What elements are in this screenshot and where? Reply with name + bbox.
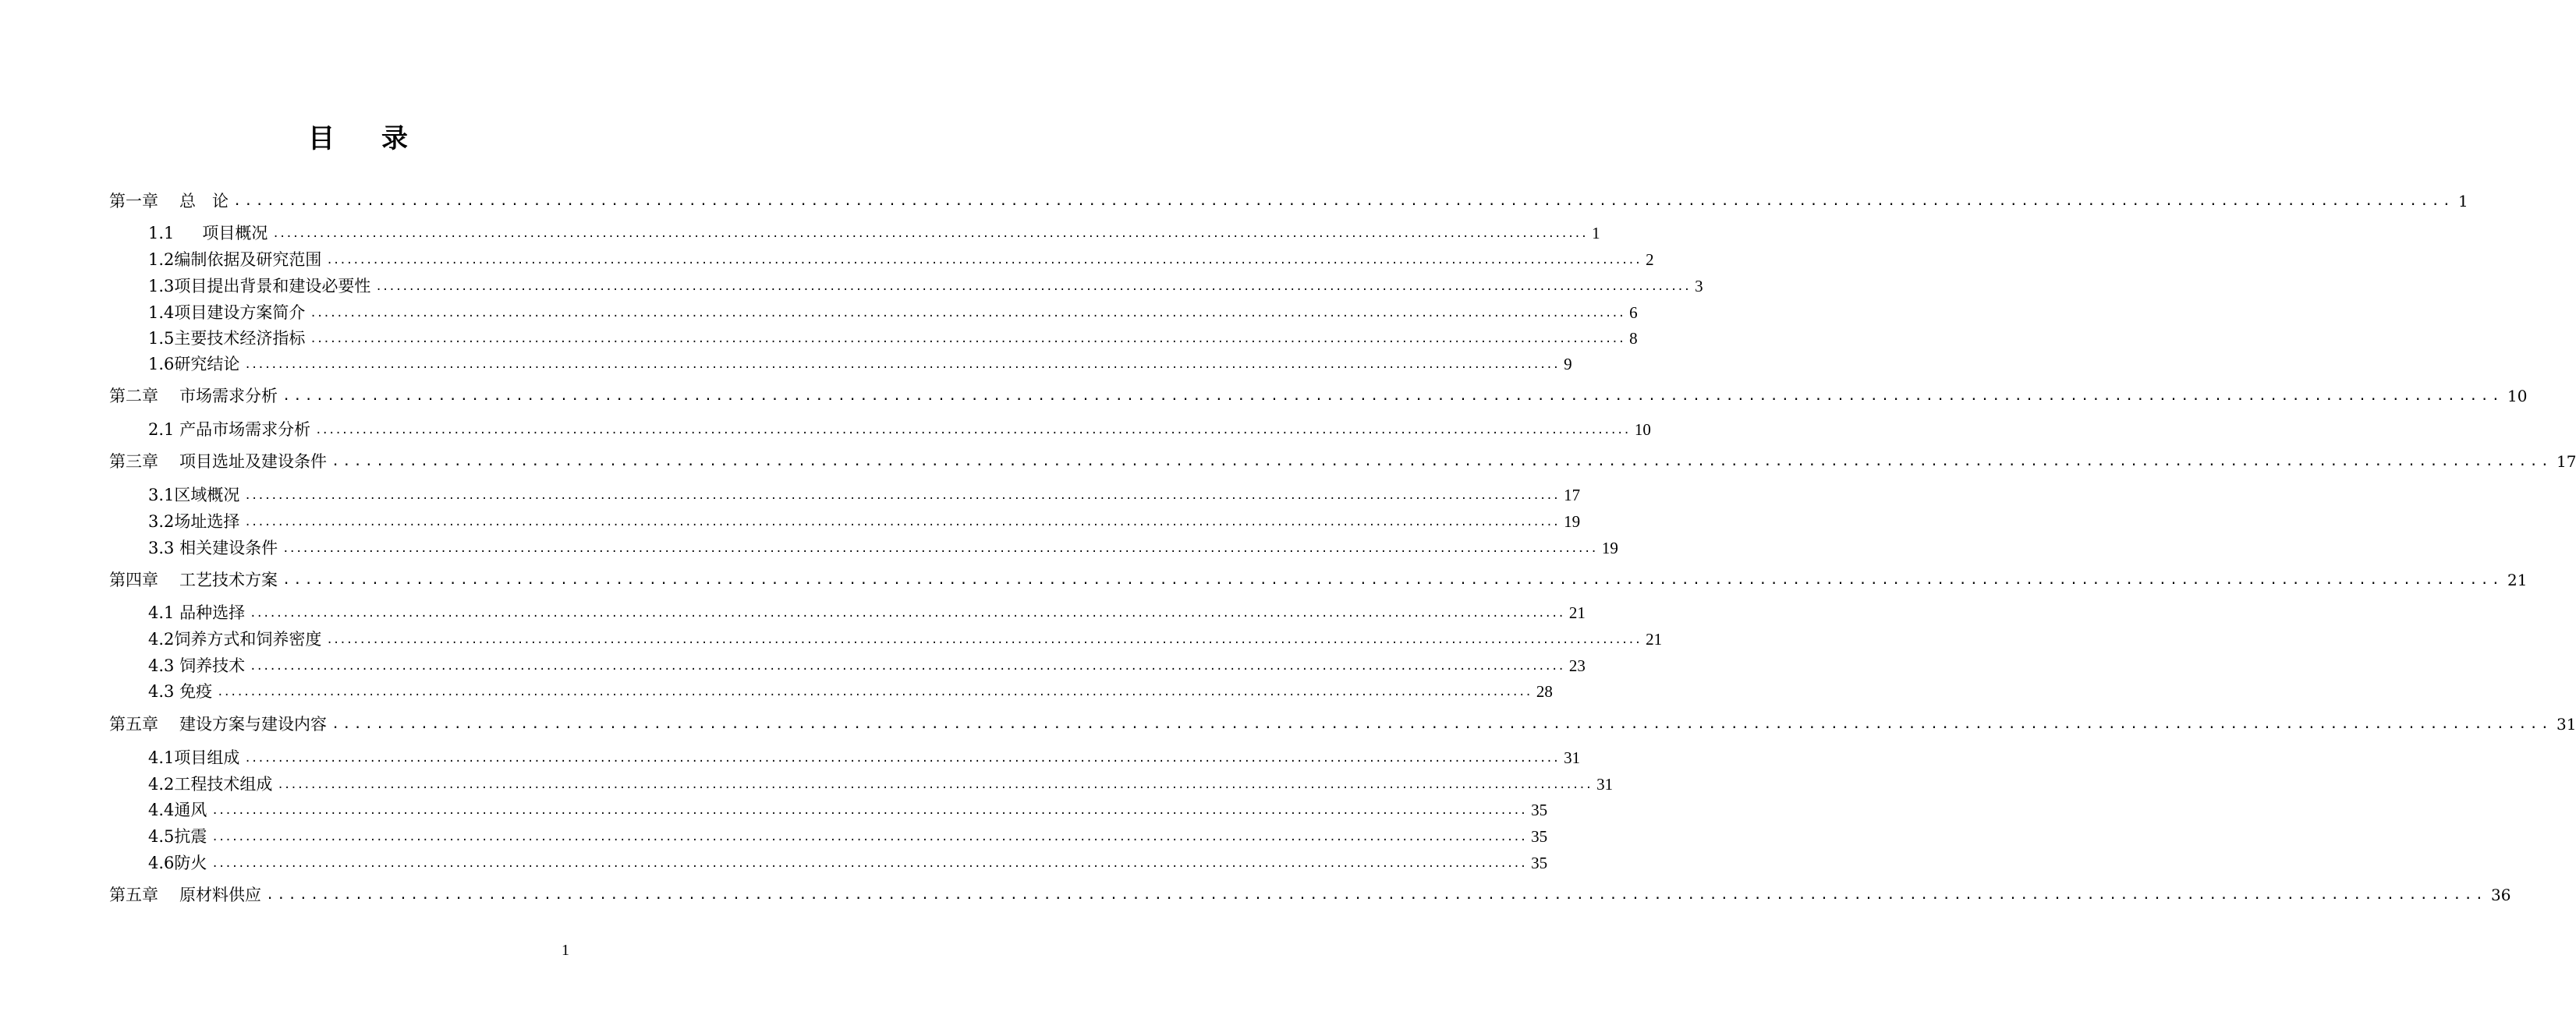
toc-entry-label	[109, 384, 278, 408]
toc-entry-title: 项目概况	[202, 224, 268, 242]
toc-entry-label	[148, 301, 305, 324]
toc-entry-number: 4.3	[148, 682, 175, 701]
toc-entry-number: 4.2	[148, 775, 175, 794]
toc-dot-leader: ........................................................................................................................................................................................................	[277, 779, 1593, 791]
toc-chapter-entry[interactable]	[109, 384, 2528, 408]
toc-entry-title: 工艺技术方案	[179, 571, 278, 589]
toc-dot-leader: ........................................................................................................................................................................................................	[331, 716, 2552, 732]
toc-section-entry[interactable]	[148, 221, 1600, 245]
toc-entry-title: 抗震	[174, 827, 207, 846]
toc-dot-leader: ........................................................................................................................................................................................................	[282, 388, 2503, 404]
toc-dot-leader: ........................................................................................................................................................................................................	[375, 281, 1691, 293]
toc-entry-label	[109, 713, 327, 736]
toc-dot-leader: ........................................................................................................................................................................................................	[315, 424, 1630, 437]
toc-section-entry[interactable]	[148, 327, 1638, 350]
toc-page-number: 2	[1646, 250, 1654, 269]
toc-dot-leader: ........................................................................................................................................................................................................	[217, 686, 1532, 698]
toc-page-number: 35	[1531, 801, 1548, 819]
toc-entry-label	[148, 352, 239, 376]
toc-entry-title: 项目选址及建设条件	[179, 452, 327, 471]
toc-entry-number: 第三章	[109, 452, 158, 471]
toc-section-entry[interactable]	[148, 773, 1614, 796]
toc-section-entry[interactable]	[148, 418, 1651, 441]
toc-dot-leader: ........................................................................................................................................................................................................	[326, 254, 1642, 267]
toc-dot-leader: ........................................................................................................................................................................................................	[250, 660, 1564, 673]
toc-page-number: 17	[1564, 486, 1581, 504]
toc-dot-leader: ........................................................................................................................................................................................................	[250, 607, 1564, 620]
toc-entry-number: 1.5	[148, 329, 175, 348]
toc-entry-title: 饲养技术	[174, 656, 246, 675]
toc-entry-title: 建设方案与建设内容	[179, 715, 327, 734]
toc-entry-number: 4.4	[148, 801, 175, 819]
toc-dot-leader: ........................................................................................................................................................................................................	[211, 858, 1527, 870]
toc-entry-title: 研究结论	[174, 355, 240, 373]
toc-chapter-entry[interactable]	[109, 189, 2468, 213]
toc-entry-label	[148, 248, 321, 271]
toc-section-entry[interactable]	[148, 301, 1638, 324]
toc-section-entry[interactable]	[148, 798, 1548, 822]
toc-section-entry[interactable]	[148, 654, 1586, 677]
toc-section-entry[interactable]	[148, 680, 1553, 703]
toc-entry-label	[148, 274, 370, 298]
toc-entry-number: 第一章	[109, 192, 158, 210]
toc-page-number: 35	[1531, 854, 1548, 872]
toc-entry-number: 4.5	[148, 827, 175, 846]
toc-chapter-entry[interactable]	[109, 713, 2576, 736]
toc-entry-number: 4.1	[148, 603, 175, 622]
toc-dot-leader: ........................................................................................................................................................................................................	[282, 543, 1597, 555]
toc-entry-number: 3.1	[148, 486, 175, 504]
toc-entry-number: 4.1	[148, 748, 175, 767]
toc-page-number: 1	[2457, 192, 2468, 210]
toc-entry-number: 4.6	[148, 854, 175, 872]
toc-entry-label	[148, 628, 321, 651]
toc-entry-label	[109, 189, 229, 213]
toc-entry-number: 4.2	[148, 630, 175, 649]
toc-dot-leader: ........................................................................................................................................................................................................	[211, 805, 1527, 817]
toc-entry-label	[109, 450, 327, 473]
toc-page-number: 28	[1536, 682, 1553, 701]
toc-entry-number: 1.6	[148, 355, 175, 373]
toc-entry-title: 项目建设方案简介	[174, 303, 306, 322]
toc-entry-label	[109, 883, 261, 907]
toc-entry-title: 主要技术经济指标	[174, 329, 306, 348]
toc-page-number: 10	[1634, 420, 1651, 439]
toc-entry-label	[148, 536, 278, 560]
toc-entry-title: 饲养方式和饲养密度	[174, 630, 322, 649]
toc-page-number: 1	[1592, 224, 1600, 242]
toc-entry-title: 品种选择	[174, 603, 246, 622]
toc-dot-leader: ........................................................................................................................................................................................................	[326, 634, 1642, 646]
toc-dot-leader: ........................................................................................................................................................................................................	[282, 572, 2503, 588]
toc-entry-title: 编制依据及研究范围	[174, 250, 322, 269]
toc-entry-label	[148, 418, 310, 441]
toc-page-number: 21	[2507, 571, 2528, 589]
toc-chapter-entry[interactable]	[109, 450, 2576, 473]
title-char-1: 目	[308, 123, 336, 154]
toc-entry-title: 防火	[174, 854, 207, 872]
toc-entry-title: 项目提出背景和建设必要性	[174, 277, 371, 295]
toc-entry-number: 2.1	[148, 420, 175, 439]
toc-dot-leader: ........................................................................................................................................................................................................	[211, 831, 1527, 843]
toc-entry-title: 免疫	[174, 682, 213, 701]
toc-entry-label	[148, 510, 239, 533]
toc-chapter-entry[interactable]	[109, 568, 2528, 592]
toc-entry-label	[148, 851, 207, 875]
toc-entry-number: 4.3	[148, 656, 175, 675]
toc-page-number: 10	[2507, 387, 2528, 405]
toc-section-entry[interactable]	[148, 352, 1572, 376]
title-char-2: 录	[381, 123, 409, 154]
toc-entry-number: 3.2	[148, 512, 175, 531]
toc-page-number: 31	[2556, 715, 2576, 734]
footer-page-number: 1	[562, 942, 569, 959]
toc-entry-number: 第五章	[109, 886, 158, 904]
toc-entry-title: 市场需求分析	[179, 387, 278, 405]
toc-entry-number: 1.1	[148, 224, 175, 242]
toc-section-entry[interactable]	[148, 628, 1663, 651]
toc-dot-leader: ........................................................................................................................................................................................................	[266, 887, 2486, 903]
toc-dot-leader: ........................................................................................................................................................................................................	[310, 333, 1625, 345]
toc-entry-number: 1.2	[148, 250, 175, 269]
toc-entry-title: 工程技术组成	[174, 775, 273, 794]
toc-page-number: 17	[2556, 452, 2576, 471]
toc-entry-title: 产品市场需求分析	[174, 420, 311, 439]
toc-entry-title: 原材料供应	[179, 886, 261, 904]
toc-entry-title: 通风	[174, 801, 207, 819]
toc-page-number: 23	[1568, 656, 1586, 675]
toc-entry-label	[148, 654, 245, 677]
toc-entry-label	[148, 798, 207, 822]
toc-section-entry[interactable]	[148, 274, 1703, 298]
toc-entry-label	[148, 746, 239, 769]
toc-page-number: 31	[1596, 775, 1614, 794]
toc-entry-label	[109, 568, 278, 592]
page-title	[0, 117, 718, 155]
toc-dot-leader: ........................................................................................................................................................................................................	[244, 490, 1560, 502]
toc-dot-leader: ........................................................................................................................................................................................................	[244, 752, 1560, 765]
toc-entry-number: 第四章	[109, 571, 158, 589]
toc-entry-label	[148, 773, 272, 796]
toc-entry-label	[148, 221, 268, 245]
toc-page-number: 35	[1531, 827, 1548, 846]
toc-entry-number: 第二章	[109, 387, 158, 405]
toc-entry-label	[148, 825, 207, 848]
toc-section-entry[interactable]	[148, 248, 1654, 271]
toc-page-number: 21	[1568, 603, 1586, 622]
toc-page-number: 6	[1629, 303, 1638, 322]
toc-chapter-entry[interactable]	[109, 883, 2511, 907]
toc-entry-title: 场址选择	[174, 512, 240, 531]
toc-section-entry[interactable]	[148, 483, 1581, 507]
toc-section-entry[interactable]	[148, 510, 1581, 533]
toc-section-entry[interactable]	[148, 536, 1618, 560]
toc-page-number: 31	[1564, 748, 1581, 767]
toc-entry-title: 总 论	[179, 192, 229, 210]
toc-page-number: 19	[1601, 539, 1618, 557]
toc-entry-number: 第五章	[109, 715, 158, 734]
toc-section-entry[interactable]	[148, 601, 1586, 624]
toc-section-entry[interactable]	[148, 825, 1548, 848]
toc-entry-number: 1.4	[148, 303, 175, 322]
toc-page-number: 3	[1695, 277, 1703, 295]
toc-entry-title: 项目组成	[174, 748, 240, 767]
toc-dot-leader: ........................................................................................................................................................................................................	[310, 307, 1625, 320]
toc-section-entry[interactable]	[148, 851, 1548, 875]
toc-page-number: 9	[1564, 355, 1572, 373]
toc-entry-label	[148, 601, 245, 624]
toc-dot-leader: ........................................................................................................................................................................................................	[244, 359, 1560, 371]
toc-entry-label	[148, 483, 239, 507]
toc-dot-leader: ........................................................................................................................................................................................................	[272, 228, 1588, 240]
toc-entry-label	[148, 327, 305, 350]
toc-entry-title: 区域概况	[174, 486, 240, 504]
toc-page-number: 19	[1564, 512, 1581, 531]
toc-page-number: 36	[2490, 886, 2511, 904]
toc-section-entry[interactable]	[148, 746, 1581, 769]
toc-page-number: 8	[1629, 329, 1638, 348]
toc-dot-leader: ........................................................................................................................................................................................................	[244, 516, 1560, 529]
toc-dot-leader: ........................................................................................................................................................................................................	[331, 454, 2552, 469]
toc-entry-title: 相关建设条件	[174, 539, 278, 557]
toc-entry-number: 3.3	[148, 539, 175, 557]
toc-page-number: 21	[1646, 630, 1663, 649]
toc-entry-label	[148, 680, 212, 703]
toc-dot-leader: ........................................................................................................................................................................................................	[233, 193, 2454, 209]
toc-entry-number: 1.3	[148, 277, 175, 295]
